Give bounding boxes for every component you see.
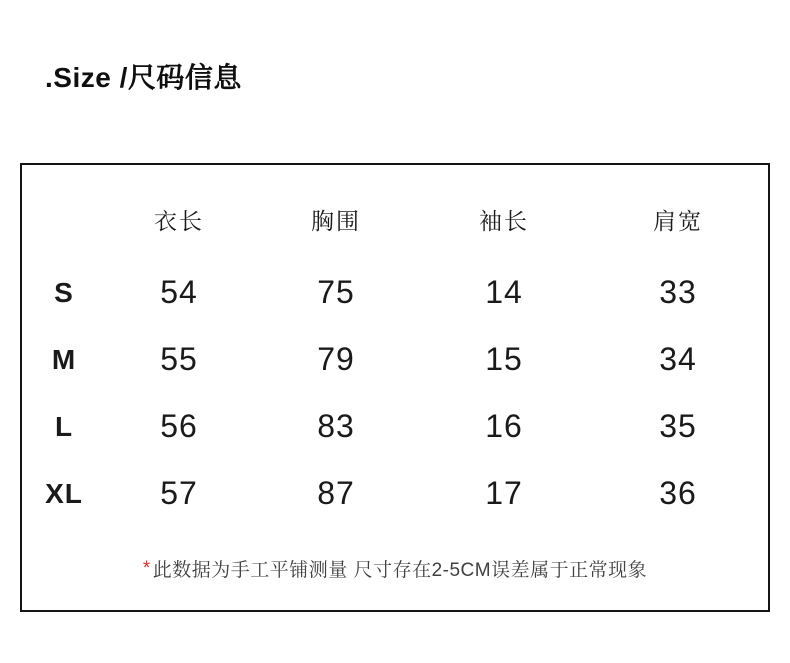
size-table xyxy=(22,165,768,610)
col-header-sleeve-length: 袖长 xyxy=(479,207,529,234)
value-m-chest: 79 xyxy=(317,341,355,377)
value-xl-garment-length: 57 xyxy=(160,475,198,511)
size-table-frame xyxy=(20,163,770,612)
value-l-chest: 83 xyxy=(317,408,355,444)
value-s-shoulder-width: 33 xyxy=(659,274,697,310)
value-xl-chest: 87 xyxy=(317,475,355,511)
size-label-m: M xyxy=(51,343,77,375)
value-m-garment-length: 55 xyxy=(160,341,198,377)
measurement-note xyxy=(22,527,768,610)
value-m-shoulder-width: 34 xyxy=(659,341,697,377)
value-xl-shoulder-width: 36 xyxy=(659,475,697,511)
value-s-sleeve-length: 14 xyxy=(485,274,523,310)
value-m-sleeve-length: 15 xyxy=(485,341,523,377)
corner-empty-cell xyxy=(22,179,106,259)
value-l-shoulder-width: 35 xyxy=(659,408,697,444)
asterisk-mark: * xyxy=(142,557,151,579)
value-s-chest: 75 xyxy=(317,274,355,310)
measurement-note-text: 此数据为手工平铺测量 尺寸存在2-5CM误差属于正常现象 xyxy=(152,560,648,581)
section-title: .Size /尺码信息 xyxy=(45,62,242,93)
size-label-l: L xyxy=(54,410,74,442)
value-s-garment-length: 54 xyxy=(160,274,198,310)
size-label-xl: XL xyxy=(45,477,83,509)
value-l-garment-length: 56 xyxy=(160,408,198,444)
col-header-shoulder-width: 肩宽 xyxy=(653,207,703,234)
value-xl-sleeve-length: 17 xyxy=(485,475,523,511)
value-l-sleeve-length: 16 xyxy=(485,408,523,444)
col-header-garment-length: 衣长 xyxy=(154,207,204,234)
size-label-s: S xyxy=(54,276,74,308)
col-header-chest: 胸围 xyxy=(311,207,361,234)
